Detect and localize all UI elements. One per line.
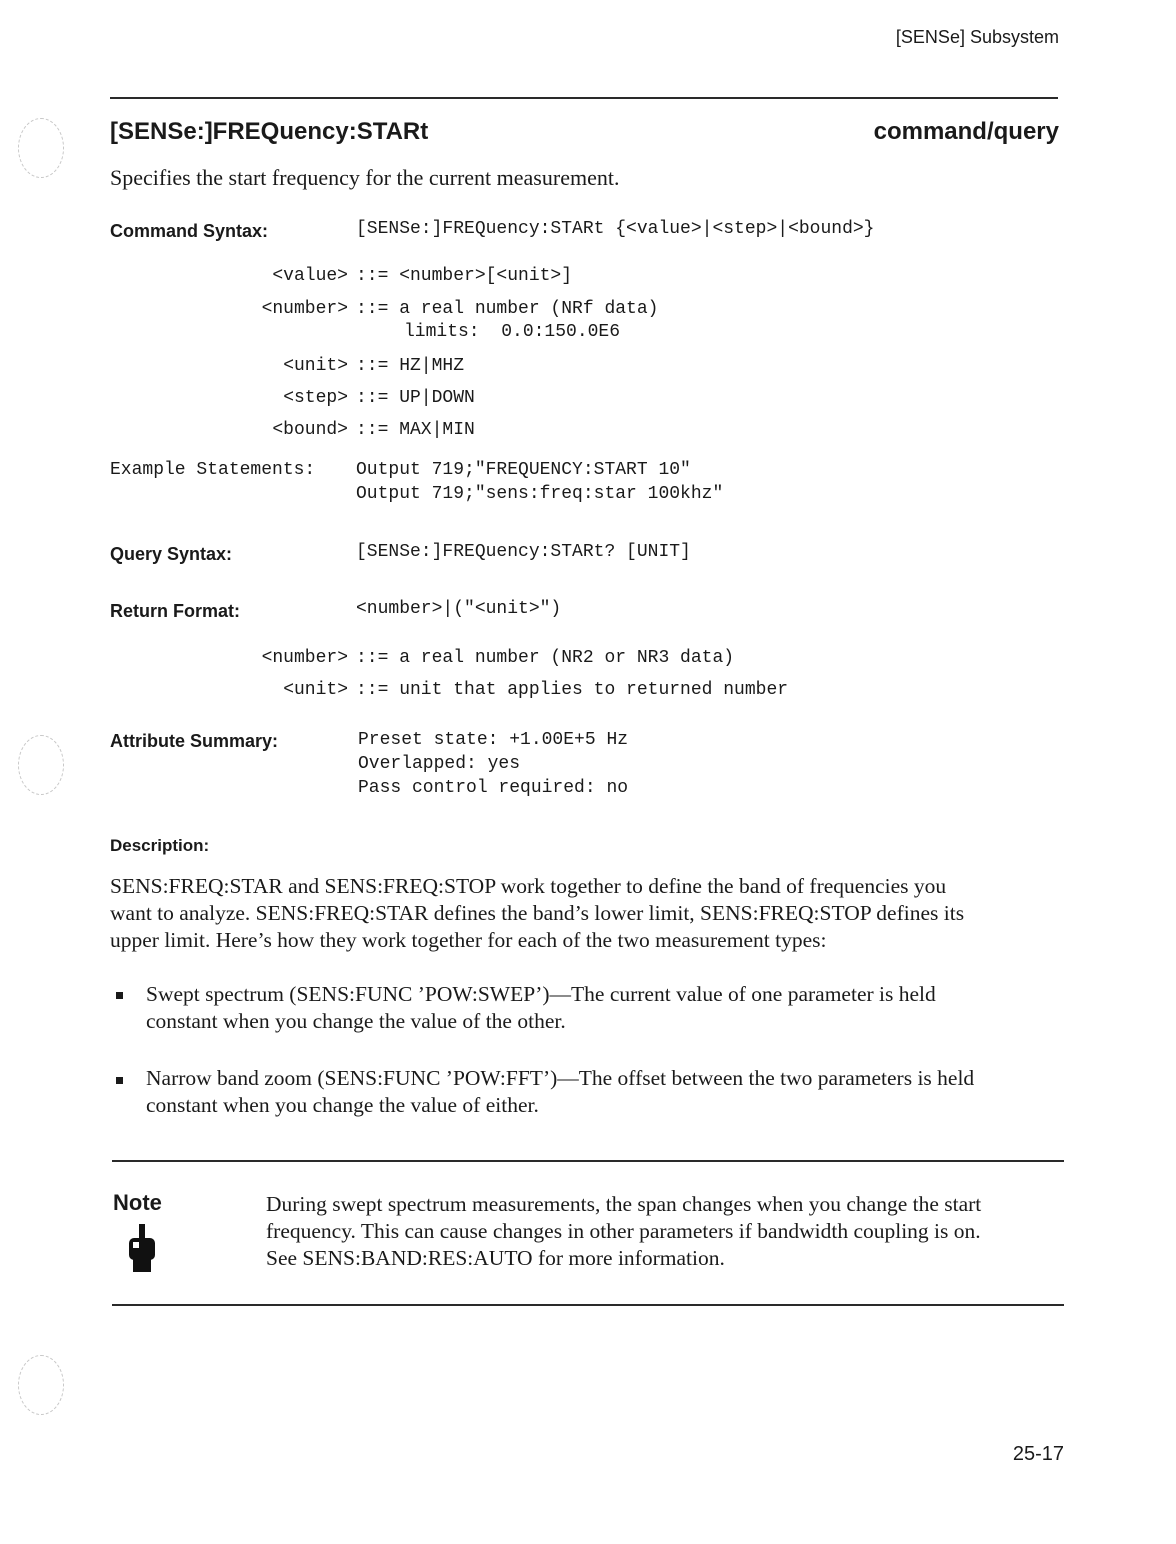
def-term-value: <value> [272,266,348,286]
bullet-line: constant when you change the value of either. [146,1093,539,1117]
command-title: [SENSe:]FREQuency:STARt [110,118,429,145]
attribute-overlapped: Overlapped: yes [358,754,521,774]
return-format: <number>|("<unit>") [356,599,562,619]
running-header: [SENSe] Subsystem [895,27,1059,47]
attribute-summary-label: Attribute Summary: [110,731,279,751]
def-step: ::= UP|DOWN [356,388,475,408]
bullet-line: constant when you change the value of the other. [146,1009,566,1033]
bullet-line: Narrow band zoom (SENS:FUNC ’POW:FFT’)—The offset between the two parameters is held [146,1066,975,1090]
pointing-hand-icon [122,1222,162,1278]
description-line: want to analyze. SENS:FREQ:STAR defines the band’s lower limit, SENS:FREQ:STOP defines its [110,901,965,925]
command-syntax-label: Command Syntax: [110,221,269,241]
example-line-1: Output 719;"FREQUENCY:START 10" [356,460,691,480]
command-syntax: [SENSe:]FREQuency:STARt {<value>|<step>|<bound>} [356,219,875,239]
query-syntax-label: Query Syntax: [110,544,233,564]
def-value: ::= <number>[<unit>] [356,266,573,286]
punch-hole-bottom [18,1355,64,1415]
note-label: Note [113,1190,162,1215]
attribute-pass-control: Pass control required: no [358,778,629,798]
page-number: 25-17 [1012,1443,1064,1465]
command-kind: command/query [873,118,1059,145]
description-line: SENS:FREQ:STAR and SENS:FREQ:STOP work together to define the band of frequencies you [110,874,947,898]
command-summary: Specifies the start frequency for the current measurement. [110,165,620,190]
description-label: Description: [110,836,210,855]
note-bottom-rule [112,1304,1064,1306]
bullet-marker [116,1077,123,1084]
return-def-number: ::= a real number (NR2 or NR3 data) [356,648,735,668]
def-term-bound: <bound> [272,420,348,440]
def-number-limits: limits: 0.0:150.0E6 [404,322,621,342]
def-bound: ::= MAX|MIN [356,420,475,440]
note-line: frequency. This can cause changes in other parameters if bandwidth coupling is on. [266,1219,981,1243]
def-term-unit: <unit> [283,356,348,376]
def-unit: ::= HZ|MHZ [356,356,465,376]
example-statements-label: Example Statements: [110,460,316,480]
def-number: ::= a real number (NRf data) [356,299,659,319]
return-format-label: Return Format: [110,601,240,621]
note-line: See SENS:BAND:RES:AUTO for more information. [266,1246,725,1270]
description-line: upper limit. Here’s how they work together for each of the two measurement types: [110,928,827,952]
bullet-marker [116,992,123,999]
def-term-step: <step> [283,388,348,408]
header-rule [110,97,1058,99]
attribute-preset: Preset state: +1.00E+5 Hz [358,730,629,750]
return-term-unit: <unit> [283,680,348,700]
punch-hole-middle [18,735,64,795]
punch-hole-top [18,118,64,178]
bullet-item-zoom [146,1065,1066,1119]
description-paragraph [110,873,1070,954]
return-term-number: <number> [261,648,348,668]
note-top-rule [112,1160,1064,1162]
bullet-line: Swept spectrum (SENS:FUNC ’POW:SWEP’)—The current value of one parameter is held [146,982,936,1006]
bullet-item-swept [146,981,1066,1035]
def-term-number: <number> [261,299,348,319]
return-def-unit: ::= unit that applies to returned number [356,680,789,700]
example-line-2: Output 719;"sens:freq:star 100khz" [356,484,724,504]
note-text [266,1191,1066,1272]
query-syntax: [SENSe:]FREQuency:STARt? [UNIT] [356,542,691,562]
note-line: During swept spectrum measurements, the span changes when you change the start [266,1192,982,1216]
